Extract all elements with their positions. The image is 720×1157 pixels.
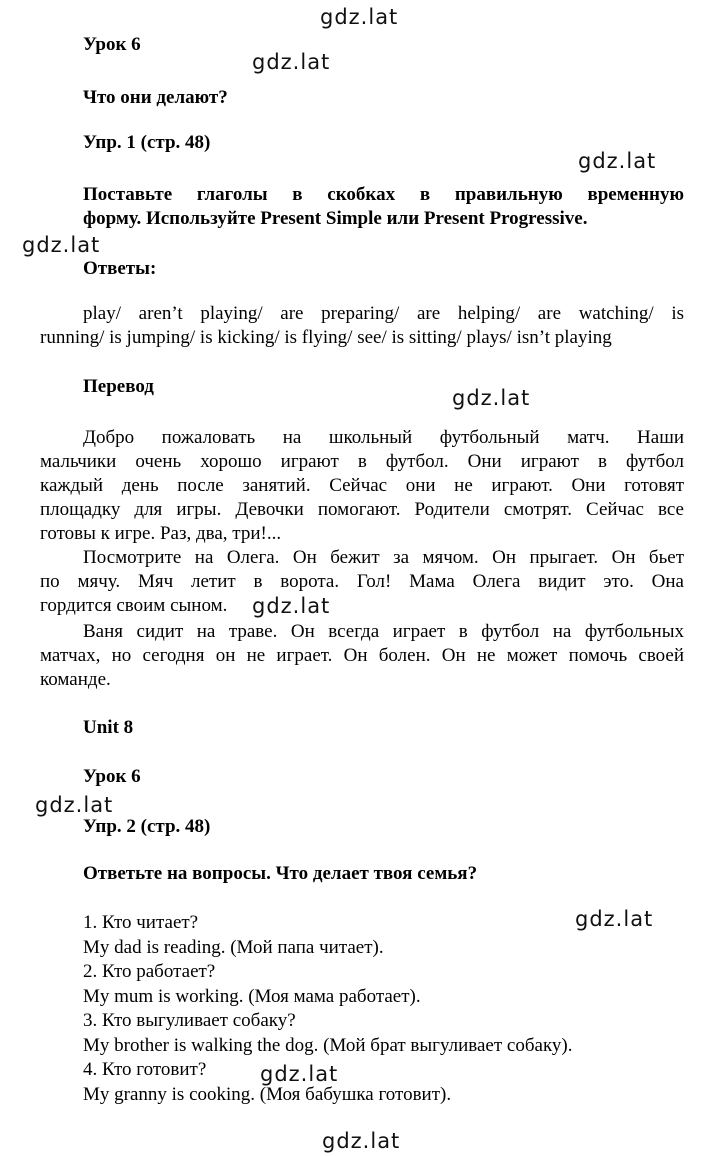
watermark: gdz.lat xyxy=(260,1062,339,1086)
answers-line: running/ is jumping/ is kicking/ is flying/ see/ is sitting/ plays/ isn’t playing xyxy=(40,327,612,348)
lesson-heading: Урок 6 xyxy=(83,34,141,55)
watermark: gdz.lat xyxy=(575,907,654,931)
watermark: gdz.lat xyxy=(252,50,331,74)
answers-label: Ответы: xyxy=(83,258,157,279)
watermark: gdz.lat xyxy=(252,594,331,618)
answer-1: My dad is reading. (Мой папа читает). xyxy=(83,937,384,958)
translation-line: гордится своим сыном. xyxy=(40,595,228,616)
translation-line: готовы к игре. Раз, два, три!... xyxy=(40,523,282,544)
lesson-heading-2: Урок 6 xyxy=(83,766,141,787)
question-4: 4. Кто готовит? xyxy=(83,1059,207,1080)
task-line: Поставьте глаголы в скобках в правильную временную xyxy=(83,184,684,205)
task-text xyxy=(83,183,684,231)
translation-line: Ваня сидит на траве. Он всегда играет в футбол на футбольных xyxy=(83,621,684,642)
translation-paragraph-2 xyxy=(40,546,684,618)
translation-label: Перевод xyxy=(83,376,154,397)
watermark: gdz.lat xyxy=(35,793,114,817)
translation-line: мальчики очень хорошо играют в футбол. Они играют в футбол xyxy=(40,451,684,472)
translation-line: каждый день после занятий. Сейчас они не играют. Они готовят xyxy=(40,475,684,496)
watermark: gdz.lat xyxy=(322,1129,401,1153)
answer-3: My brother is walking the dog. (Мой брат выгуливает собаку). xyxy=(83,1035,573,1056)
translation-line: по мячу. Мяч летит в ворота. Гол! Мама Олега видит это. Она xyxy=(40,571,684,592)
watermark: gdz.lat xyxy=(452,386,531,410)
translation-line: команде. xyxy=(40,669,111,690)
answer-2: My mum is working. (Моя мама работает). xyxy=(83,986,421,1007)
task-text-2: Ответьте на вопросы. Что делает твоя семья? xyxy=(83,863,478,884)
task-line: форму. Используйте Present Simple или Present Progressive. xyxy=(83,208,588,229)
watermark: gdz.lat xyxy=(578,149,657,173)
question-2: 2. Кто работает? xyxy=(83,961,216,982)
unit-heading: Unit 8 xyxy=(83,717,134,738)
question-3: 3. Кто выгуливает собаку? xyxy=(83,1010,296,1031)
exercise-heading: Упр. 1 (стр. 48) xyxy=(83,132,211,153)
answers-line: play/ aren’t playing/ are preparing/ are helping/ are watching/ is xyxy=(83,303,684,324)
answers-text xyxy=(40,302,684,350)
lesson-title: Что они делают? xyxy=(83,87,228,108)
translation-line: матчах, но сегодня он не играет. Он болен. Он не может помочь своей xyxy=(40,645,684,666)
translation-line: Добро пожаловать на школьный футбольный матч. Наши xyxy=(83,427,684,448)
answer-4: My granny is cooking. (Моя бабушка готовит). xyxy=(83,1084,452,1105)
watermark: gdz.lat xyxy=(22,233,101,257)
translation-line: площадку для игры. Девочки помогают. Родители смотрят. Сейчас все xyxy=(40,499,684,520)
watermark: gdz.lat xyxy=(320,5,399,29)
exercise-heading-2: Упр. 2 (стр. 48) xyxy=(83,816,211,837)
question-1: 1. Кто читает? xyxy=(83,912,199,933)
translation-line: Посмотрите на Олега. Он бежит за мячом. Он прыгает. Он бьет xyxy=(83,547,684,568)
translation-paragraph-1 xyxy=(40,426,684,546)
translation-paragraph-3 xyxy=(40,620,684,692)
